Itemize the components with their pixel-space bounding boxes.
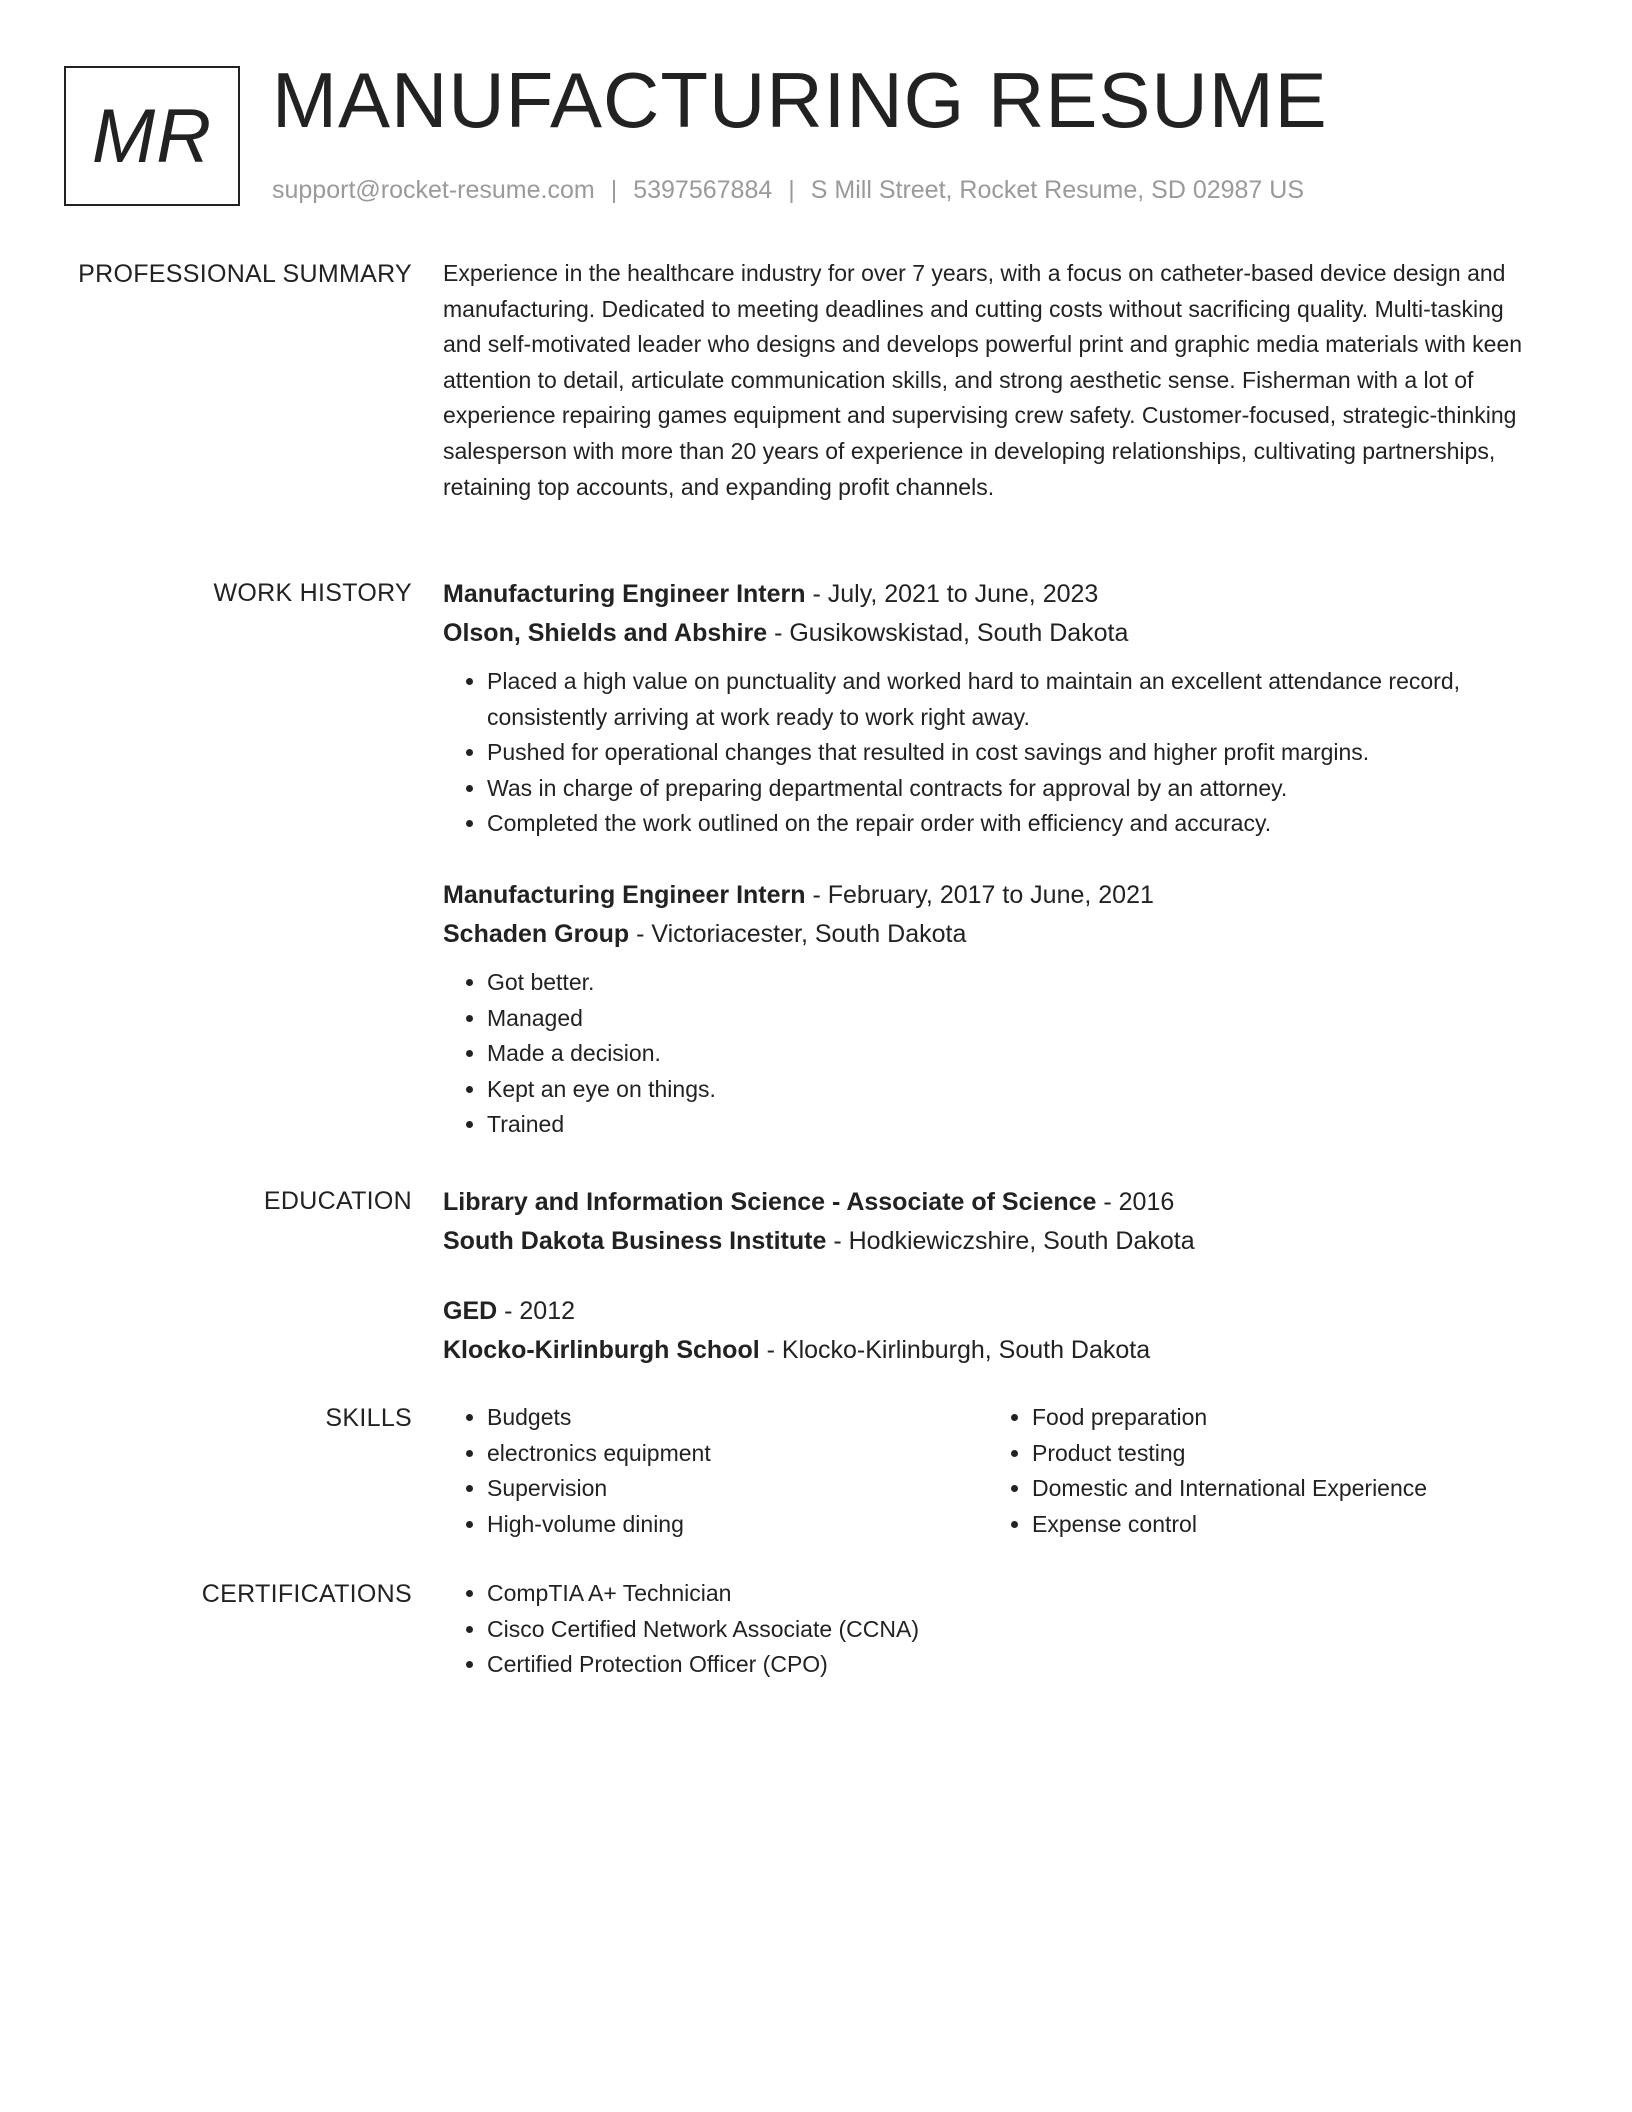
certification-item: • Cisco Certified Network Associate (CCNA): [487, 1612, 1543, 1648]
list-item: • Placed a high value on punctuality and worked hard to maintain an excellent attendance record, consistently arriving at work ready to work right away.: [487, 664, 1543, 735]
job-title: Manufacturing Engineer Intern: [443, 880, 806, 909]
list-item: • Got better.: [487, 965, 1543, 1001]
job-dates: - July, 2021 to June, 2023: [805, 580, 1099, 608]
skill-item: • Domestic and International Experience: [1032, 1471, 1427, 1507]
section-label-summary: PROFESSIONAL SUMMARY: [78, 260, 412, 288]
degree: GED: [443, 1297, 498, 1325]
job-company: Schaden Group: [443, 919, 630, 948]
education-entry: [443, 1292, 1543, 1370]
skill-item: • Food preparation: [1032, 1400, 1427, 1436]
job-company: Olson, Shields and Abshire: [443, 619, 768, 647]
skill-item: • Product testing: [1032, 1436, 1427, 1472]
list-item: • Kept an eye on things.: [487, 1072, 1543, 1108]
resume-title: MANUFACTURING RESUME: [272, 56, 1328, 144]
job-location: - Victoriacester, South Dakota: [629, 919, 967, 948]
list-item: • Managed: [487, 1001, 1543, 1037]
school: Klocko-Kirlinburgh School: [443, 1336, 760, 1364]
list-item: • Trained: [487, 1107, 1543, 1143]
job-dates: - February, 2017 to June, 2021: [805, 880, 1154, 909]
list-item: • Made a decision.: [487, 1036, 1543, 1072]
list-item: • Was in charge of preparing departmental contracts for approval by an attorney.: [487, 771, 1543, 807]
skills-list-right: [988, 1400, 1427, 1542]
degree-line: [443, 1292, 1543, 1331]
school-line: [443, 1222, 1543, 1261]
contact-email[interactable]: support@rocket-resume.com: [272, 176, 595, 204]
job-title-line: [443, 876, 1543, 915]
degree: Library and Information Science - Associate of Science: [443, 1188, 1097, 1216]
certifications-list: [443, 1576, 1543, 1683]
degree-year: - 2016: [1096, 1188, 1175, 1216]
school-line: [443, 1331, 1543, 1370]
job-company-line: [443, 614, 1543, 653]
degree-year: - 2012: [497, 1297, 576, 1325]
school-location: - Hodkiewiczshire, South Dakota: [826, 1227, 1195, 1255]
school: South Dakota Business Institute: [443, 1227, 827, 1255]
contact-separator: |: [610, 176, 618, 204]
section-label-education: EDUCATION: [263, 1187, 412, 1215]
school-location: - Klocko-Kirlinburgh, South Dakota: [759, 1336, 1151, 1364]
job-title: Manufacturing Engineer Intern: [443, 580, 806, 608]
skill-item: • Budgets: [487, 1400, 711, 1436]
job-company-line: [443, 915, 1543, 954]
skill-item: • Expense control: [1032, 1507, 1427, 1543]
list-item: • Pushed for operational changes that resulted in cost savings and higher profit margins.: [487, 735, 1543, 771]
skills-list-left: [443, 1400, 711, 1542]
certification-item: • Certified Protection Officer (CPO): [487, 1647, 1543, 1683]
contact-phone[interactable]: 5397567884: [633, 176, 773, 204]
monogram: MR: [64, 66, 240, 206]
section-label-work: WORK HISTORY: [213, 579, 412, 607]
summary-text: Experience in the healthcare industry for over 7 years, with a focus on catheter-based device design and manufacturing. Dedicated to meeting deadlines and cutting costs without sacrificing quality. Multi-tasking and self-motivated leader who designs and develops powerful print and graphic media materials with keen attention to detail, articulate communication skills, and strong aesthetic sense. Fisherman with a lot of experience repairing games equipment and supervising crew safety. Customer-focused, strategic-thinking salesperson with more than 20 years of experience in developing relationships, cultivating partnerships, retaining top accounts, and expanding profit channels.: [443, 260, 1523, 500]
job-entry: [443, 876, 1543, 1143]
job-bullets: [443, 965, 1543, 1143]
job-entry: [443, 575, 1543, 842]
education-entry: [443, 1183, 1543, 1261]
job-location: - Gusikowskistad, South Dakota: [767, 619, 1129, 647]
job-bullets: [443, 664, 1543, 842]
contact-separator: |: [788, 176, 795, 204]
skill-item: • High-volume dining: [487, 1507, 711, 1543]
list-item: • Completed the work outlined on the repair order with efficiency and accuracy.: [487, 806, 1543, 842]
certification-item: • CompTIA A+ Technician: [487, 1576, 1543, 1612]
section-label-skills: SKILLS: [325, 1404, 412, 1432]
skill-item: • electronics equipment: [487, 1436, 711, 1472]
skill-item: • Supervision: [487, 1471, 711, 1507]
degree-line: [443, 1183, 1543, 1222]
contact-line: [272, 172, 1304, 208]
section-label-certifications: CERTIFICATIONS: [201, 1580, 412, 1608]
contact-address: S Mill Street, Rocket Resume, SD 02987 US: [810, 176, 1305, 204]
job-title-line: [443, 575, 1543, 614]
